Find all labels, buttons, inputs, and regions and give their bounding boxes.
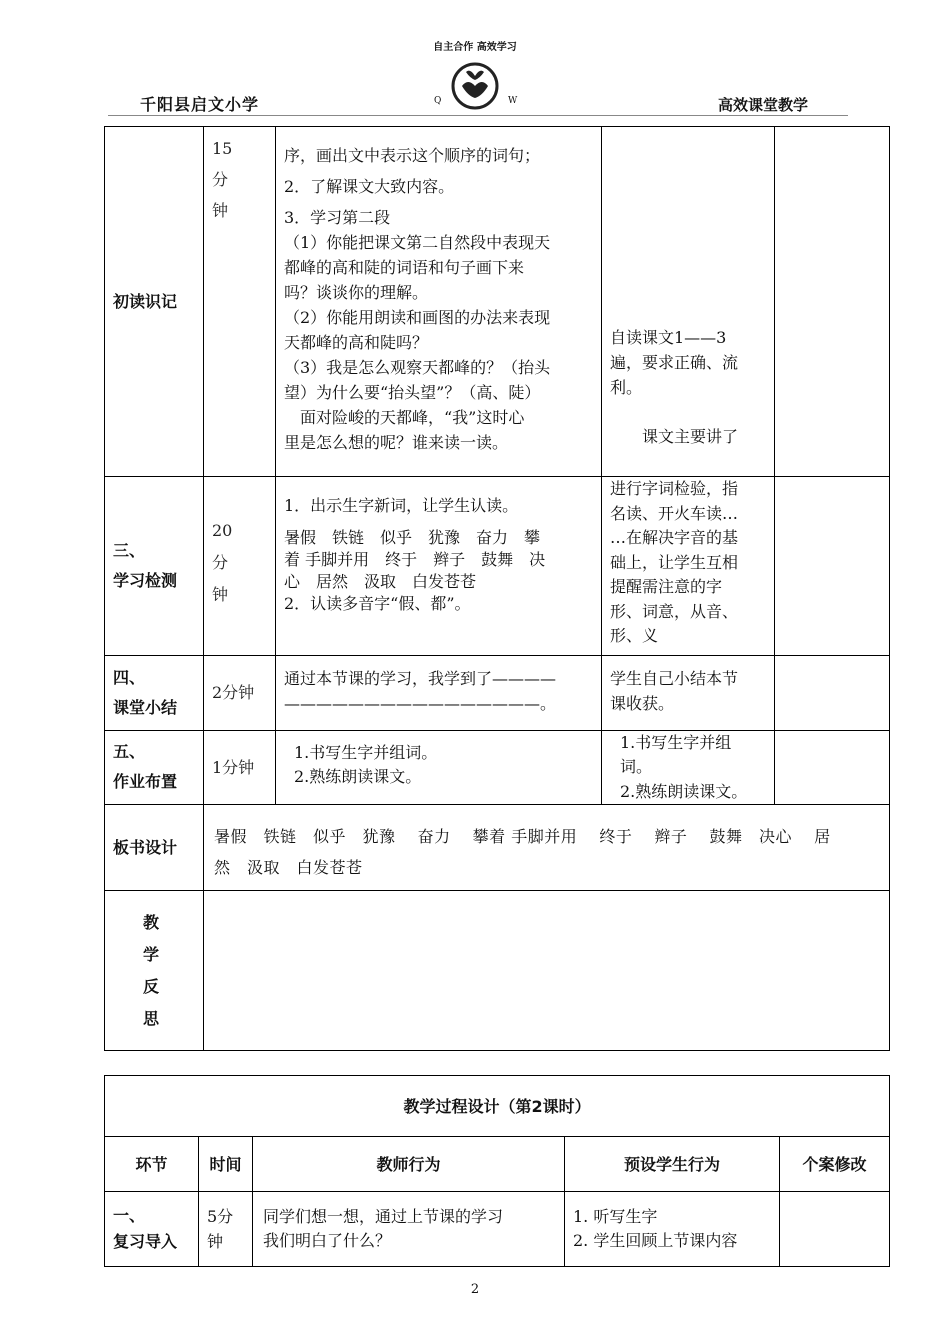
stage-number: 五、	[113, 742, 146, 762]
case-revision-cell	[775, 655, 890, 730]
page-number: 2	[470, 1282, 480, 1297]
time-line: 15	[212, 139, 233, 158]
student-line: 2. 学生回顾上节课内容	[573, 1231, 738, 1250]
table-row	[105, 891, 890, 1051]
logo-emblem-icon	[420, 38, 530, 118]
student-line: 自读课文1——3	[610, 328, 727, 347]
student-line: 提醒需注意的字	[610, 577, 723, 596]
teacher-line: 3．学习第二段	[284, 208, 391, 227]
stage-number: 一、	[113, 1206, 146, 1225]
stage-cell	[105, 1192, 199, 1267]
teacher-line: ————————————————。	[284, 693, 557, 713]
student-line: 课收获。	[610, 693, 675, 713]
logo-w-letter: W	[508, 96, 518, 106]
time-line: 分	[212, 170, 229, 189]
teacher-line: 2．了解课文大致内容。	[284, 177, 455, 196]
time-value: 2分钟	[212, 683, 255, 702]
student-action-cell	[602, 477, 775, 656]
student-line: 形、义	[610, 626, 659, 645]
teacher-line: 着 手脚并用 终于 辫子 鼓舞 决	[284, 550, 546, 569]
time-cell	[204, 477, 276, 656]
table-row	[105, 1192, 890, 1267]
student-line: 形、词意，从音、	[610, 601, 739, 621]
teacher-line: 1.书写生字并组词。	[294, 742, 438, 762]
time-line: 5分	[207, 1207, 234, 1226]
stage-label: 课堂小结	[113, 697, 178, 717]
reflection-char: 教	[142, 912, 159, 932]
table-row	[105, 805, 890, 891]
teacher-line: 序，画出文中表示这个顺序的词句；	[284, 146, 541, 165]
teacher-line: 心 居然 汲取 白发苍苍	[284, 572, 477, 591]
header-case-revision: 个案修改	[780, 1137, 890, 1192]
teacher-line: 1．出示生字新词，让学生认读。	[284, 496, 519, 515]
table-title: 教学过程设计（第2课时）	[105, 1076, 890, 1137]
teacher-line: 望）为什么要“抬头望”？（高、陡）	[284, 383, 541, 402]
stage-number: 四、	[113, 667, 146, 687]
reflection-content-cell	[204, 891, 890, 1051]
teacher-action-cell	[276, 477, 602, 656]
lesson-2-process-table	[104, 1075, 890, 1267]
lesson-plan-table	[104, 126, 890, 1051]
blackboard-line: 然 汲取 白发苍苍	[214, 858, 363, 877]
student-line: 础上，让学生互相	[610, 552, 739, 572]
stage-label: 复习导入	[113, 1232, 178, 1251]
time-line: 钟	[207, 1232, 224, 1251]
teacher-line: 都峰的高和陡的词语和句子画下来	[284, 258, 525, 277]
header-stage: 环节	[105, 1137, 199, 1192]
student-action-cell	[602, 730, 775, 805]
student-line: 课文主要讲了	[610, 427, 739, 446]
stage-cell	[105, 127, 204, 477]
teacher-line: 2.熟练朗读课文。	[294, 766, 422, 786]
teacher-line: （3）我是怎么观察天都峰的？（抬头	[284, 358, 551, 377]
teacher-line: 2．认读多音字“假、都”。	[284, 594, 471, 613]
table-row	[105, 127, 890, 477]
teacher-line: （1）你能把课文第二自然段中表现天	[284, 233, 551, 252]
reflection-stage-cell	[105, 891, 204, 1051]
time-line: 20	[212, 521, 233, 540]
teacher-line: （2）你能用朗读和画图的办法来表现	[284, 308, 551, 327]
student-action-cell	[565, 1192, 780, 1267]
case-revision-cell	[775, 730, 890, 805]
stage-label: 学习检测	[113, 570, 178, 590]
time-line: 分	[212, 553, 229, 572]
time-cell	[204, 127, 276, 477]
time-cell	[204, 730, 276, 805]
stage-label: 板书设计	[113, 837, 178, 857]
teacher-line: 天都峰的高和陡吗？	[284, 333, 429, 352]
stage-cell	[105, 730, 204, 805]
time-cell	[204, 655, 276, 730]
student-action-cell	[602, 655, 775, 730]
logo-arc-text: 自主合作 高效学习	[433, 42, 517, 53]
time-line: 钟	[212, 585, 229, 604]
stage-cell	[105, 477, 204, 656]
header-teacher: 教师行为	[253, 1137, 565, 1192]
stage-cell	[105, 655, 204, 730]
student-line: 2.熟练朗读课文。	[620, 781, 748, 801]
table-row	[105, 655, 890, 730]
blackboard-line: 暑假 铁链 似乎 犹豫 奋力 攀着 手脚并用 终于 辫子 鼓舞 决心 居	[214, 827, 831, 846]
reflection-char: 反	[142, 976, 159, 996]
student-line: 进行字词检验，指	[610, 479, 739, 498]
teacher-line: 面对险峻的天都峰，“我”这时心	[284, 408, 525, 427]
time-line: 钟	[212, 201, 229, 220]
case-revision-cell	[780, 1192, 890, 1267]
header-divider	[108, 115, 848, 116]
student-action-cell	[602, 127, 775, 477]
logo-q-letter: Q	[434, 96, 442, 106]
student-line: 1. 听写生字	[573, 1207, 658, 1226]
school-logo	[420, 38, 530, 118]
student-line: 利。	[610, 378, 643, 397]
student-line: …在解决字音的基	[610, 528, 739, 547]
table-row	[105, 730, 890, 805]
teacher-line: 同学们想一想，通过上节课的学习	[263, 1207, 504, 1226]
teacher-line: 通过本节课的学习，我学到了————	[284, 668, 557, 688]
table-title-row	[105, 1076, 890, 1137]
teacher-line: 我们明白了什么？	[263, 1231, 392, 1250]
reflection-char: 学	[142, 944, 159, 964]
teacher-line: 暑假 铁链 似乎 犹豫 奋力 攀	[284, 528, 541, 547]
student-line: 名读、开火车读…	[610, 503, 739, 523]
student-line: 遍，要求正确、流	[610, 353, 739, 372]
time-value: 1分钟	[212, 757, 255, 777]
school-name: 千阳县启文小学	[140, 95, 260, 114]
teacher-line: 里是怎么想的呢？谁来读一读。	[284, 433, 509, 452]
student-line: 1.书写生字并组	[620, 732, 732, 752]
table-row	[105, 477, 890, 656]
reflection-char: 思	[142, 1008, 159, 1028]
teacher-action-cell	[253, 1192, 565, 1267]
case-revision-cell	[775, 477, 890, 656]
header-title: 高效课堂教学	[718, 96, 809, 114]
student-line: 词。	[620, 757, 653, 776]
student-line: 学生自己小结本节	[610, 668, 739, 688]
stage-cell	[105, 805, 204, 891]
teacher-action-cell	[276, 127, 602, 477]
header-time: 时间	[199, 1137, 253, 1192]
table-header-row	[105, 1137, 890, 1192]
case-revision-cell	[775, 127, 890, 477]
stage-label: 初读识记	[113, 291, 178, 311]
teacher-line: 吗？谈谈你的理解。	[284, 283, 429, 302]
header-student: 预设学生行为	[565, 1137, 780, 1192]
stage-label: 作业布置	[113, 772, 178, 792]
teacher-action-cell	[276, 730, 602, 805]
time-cell	[199, 1192, 253, 1267]
blackboard-design-cell	[204, 805, 890, 891]
teacher-action-cell	[276, 655, 602, 730]
stage-number: 三、	[113, 540, 146, 560]
